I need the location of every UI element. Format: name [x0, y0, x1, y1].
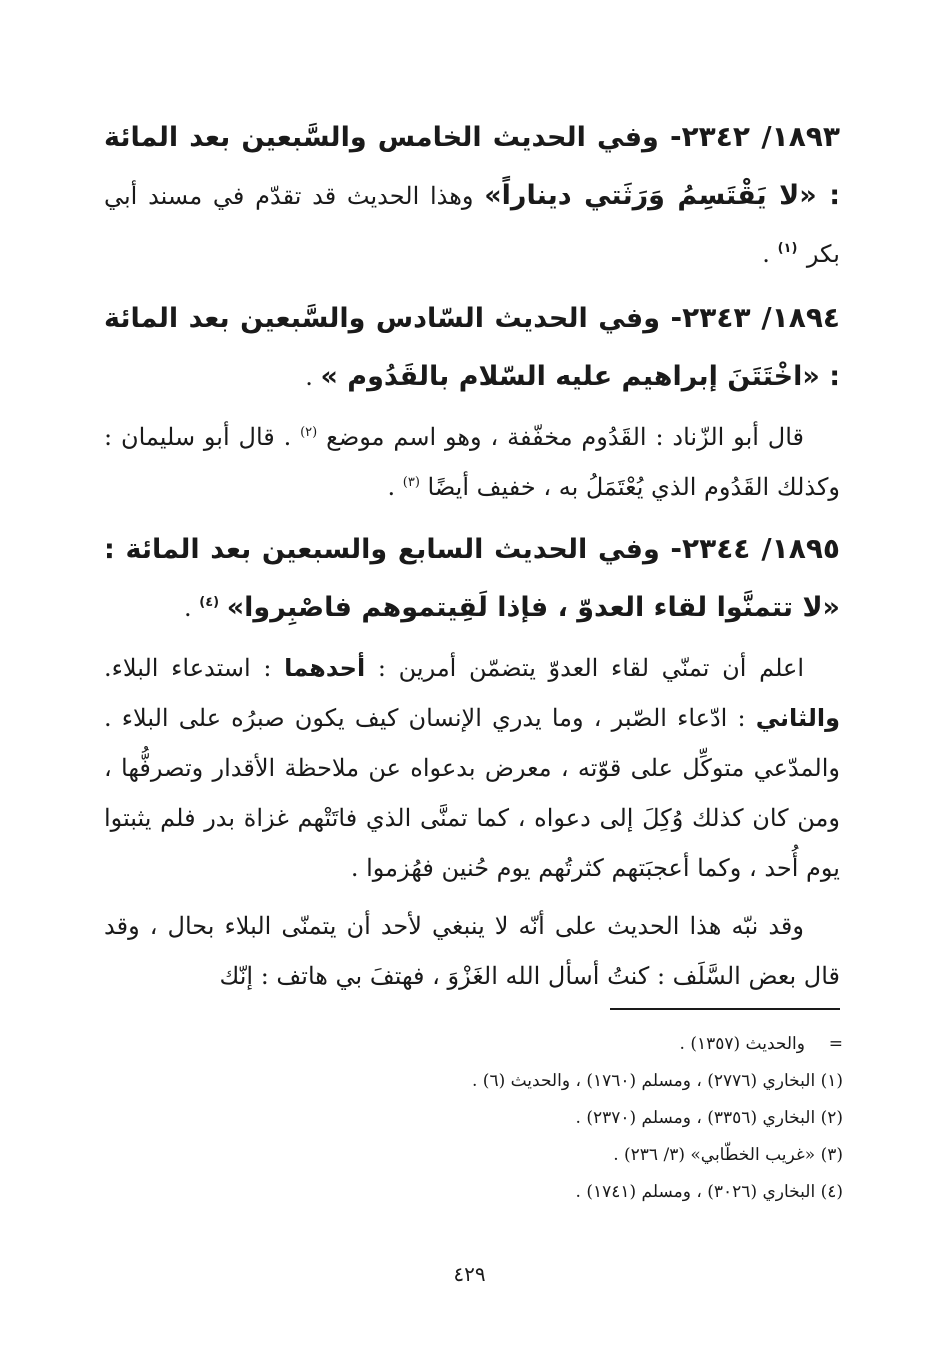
bold-term: أحدهما: [284, 654, 366, 682]
footnote-ref: (١): [777, 241, 798, 256]
hadith-heading: وفي الحديث السّادس والسَّبعين بعد المائة : «اخْتَتَنَ إبراهيم عليه السّلام بالقَدُوم »: [104, 303, 840, 392]
paragraph-text: قال أبو الزّناد : القَدُوم مخفّفة ، وهو اسم موضع: [326, 423, 804, 451]
hadith-heading: وفي الحديث الخامس والسَّبعين بعد المائة : «لا يَقْتَسِمُ وَرَثَتي ديناراً»: [104, 122, 840, 211]
hadith-rest: وهذا الحديث قد تقدّم في مسند أبي بكر: [104, 182, 840, 268]
commentary-paragraph-2: [104, 643, 840, 893]
hadith-heading: وفي الحديث السابع والسبعين بعد المائة : «لا تتمنَّوا لقاء العدوّ ، فإذا لَقِيتموهم فاصْبِروا»: [104, 534, 840, 623]
page-number: ٤٢٩: [453, 1262, 486, 1286]
paragraph-text: . قال أبو سليمان : وكذلك القَدُوم الذي يُعْتَمَلُ به ، خفيف أيضًا: [104, 423, 840, 501]
footnotes: [103, 1026, 843, 1211]
paragraph-text: : ادّعاء الصّبر ، وما يدري الإنسان كيف يكون صبرُه على البلاء . والمدّعي متوكِّل على قوّته ، معرض بدعواه عن ملاحظة الأقدار وتصرفُّها ، ومن كان كذلك وُكِلَ إلى دعواه ، كما تمنَّى الذي فاتَتْهم غزاة بدر فلم يثبتوا يوم أُحد ، وكما أعجبَتهم كثرتُهم يوم حُنين فهُزموا .: [104, 704, 840, 882]
hadith-number: ١٨٩٥/ ٢٣٤٤-: [670, 532, 840, 565]
footnote-item: (١) البخاري (٢٧٧٦) ، ومسلم (١٧٦٠) ، والحديث (٦) .: [471, 1071, 843, 1091]
hadith-entry-1893: [104, 108, 840, 283]
commentary-paragraph-1: [104, 412, 840, 512]
hadith-number: ١٨٩٤/ ٢٣٤٣-: [670, 301, 840, 334]
paragraph-text: .: [387, 473, 403, 501]
paragraph-text: : استدعاء البلاء.: [104, 654, 285, 682]
hadith-number: ١٨٩٣/ ٢٣٤٢-: [669, 120, 840, 153]
footnote-ref: (٣): [402, 475, 420, 490]
footnote-text: والحديث (١٣٥٧) .: [679, 1034, 805, 1054]
footnote-ref: (٤): [199, 595, 220, 610]
hadith-entry-1894: [104, 289, 840, 406]
footnote-divider: [610, 1008, 840, 1010]
footnote-continuation: [103, 1026, 843, 1063]
paragraph-text: وقد نبّه هذا الحديث على أنّه لا ينبغي لأحد أن يتمنّى البلاء بحال ، وقد قال بعض السَّلَف : كنتُ أسأل الله الغَزْوَ ، فهتفَ بي هاتف : إنّك: [104, 912, 840, 990]
hadith-tail: .: [762, 240, 778, 268]
footnote-item: (٤) البخاري (٣٠٢٦) ، ومسلم (١٧٤١) .: [575, 1182, 843, 1202]
footnote-item: (٢) البخاري (٣٣٥٦) ، ومسلم (٢٣٧٠) .: [575, 1108, 843, 1128]
commentary-paragraph-3: [104, 901, 840, 1001]
hadith-entry-1895: [104, 520, 840, 637]
hadith-rest: [219, 594, 227, 622]
footnote-item: (٣) «غريب الخطّابي» (٣/ ٢٣٦) .: [613, 1145, 843, 1165]
hadith-rest: .: [305, 363, 321, 391]
continuation-mark: =: [828, 1034, 843, 1054]
paragraph-text: اعلم أن تمنّي لقاء العدوّ يتضمّن أمرين :: [365, 654, 804, 682]
hadith-tail: .: [183, 594, 200, 622]
page-body: [104, 108, 840, 1009]
bold-term: والثاني: [755, 704, 840, 732]
footnote-ref: (٢): [300, 425, 318, 440]
